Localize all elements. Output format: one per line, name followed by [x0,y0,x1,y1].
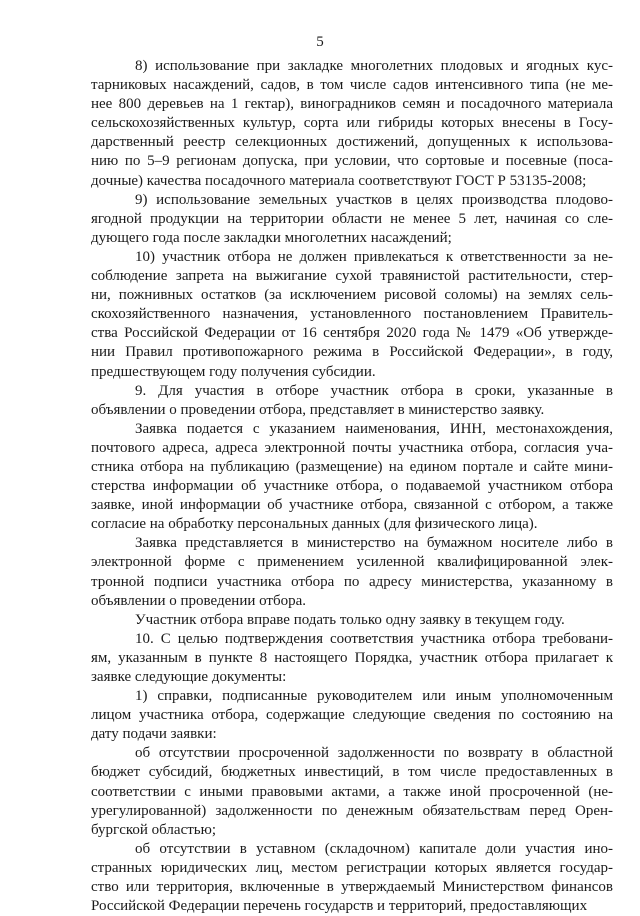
paragraph [91,382,613,420]
paragraph [91,420,613,535]
text-line: Участник отбора вправе подать только одну заявку в текущем году. [135,611,565,628]
text-line: дочные) качества посадочного материала соответствуют ГОСТ Р 53135-2008; [91,172,587,189]
text-line: ягодной продукции на территории области не менее 5 лет, начиная со сле- [91,210,613,227]
paragraph [91,191,613,248]
text-line: об отсутствии в уставном (складочном) капитале доли участия ино- [135,840,613,857]
text-line: согласие на обработку персональных данных (для физического лица). [91,516,538,533]
text-line: ство или территория, включенные в утверждаемый Министерством финансов [91,879,613,896]
paragraph [91,630,613,687]
text-line: соответствии с иными правовыми актами, а также иной просроченной (не- [91,783,613,800]
text-line: 10. С целью подтверждения соответствия участника отбора требовани- [135,630,613,647]
text-line: ства Российской Федерации от 16 сентября 2020 года № 1479 «Об утвержде- [91,325,613,342]
document-body [91,57,613,916]
paragraph [91,248,613,382]
text-line: нее 800 деревьев на 1 гектар), виноградников семян и посадочного материала [91,96,613,113]
paragraph [91,57,613,191]
text-line: заявке, иной информации об участнике отбора, связанной с отбором, а также [91,497,613,514]
text-line: Заявка представляется в министерство на бумажном носителе либо в [135,535,613,552]
text-line: сельскохозяйственных культур, сорта или гибриды которых внесены в Госу- [91,115,613,132]
text-line: 10) участник отбора не должен привлекаться к ответственности за не- [135,248,613,265]
text-line: соблюдение запрета на выжигание сухой травянистой растительности, стер- [91,268,613,285]
text-line: нию по 5–9 регионам допуска, при условии, что сортовые и посевные (поса- [91,153,613,170]
text-line: странных юридических лиц, местом регистрации которых является государ- [91,859,613,876]
text-line: об отсутствии просроченной задолженности по возврату в областной [135,745,613,762]
paragraph [91,611,613,630]
text-line: электронной форме с применением усиленной квалифицированной элек- [91,554,613,571]
text-line: предшествующем году получения субсидии. [91,363,376,380]
text-line: дату подачи заявки: [91,726,217,743]
paragraph [91,744,613,839]
text-line: 9. Для участия в отборе участник отбора в сроки, указанные в [135,382,613,399]
text-line: ни, пожнивных остатков (за исключением рисовой соломы) на землях сель- [91,287,613,304]
text-line: лицом участника отбора, содержащие следующие сведения по состоянию на [91,707,613,724]
text-line: урегулированной) задолженности по денежным обязательствам перед Орен- [91,802,613,819]
paragraph [91,534,613,610]
paragraph [91,687,613,744]
text-line: нии Правил противопожарного режима в Российской Федерации», в году, [91,344,613,361]
text-line: почтового адреса, адреса электронной почты участника отбора, согласия уча- [91,439,613,456]
text-line: объявлении о проведении отбора. [91,592,307,609]
text-line: 1) справки, подписанные руководителем или иным уполномоченным [135,688,613,705]
text-line: 9) использование земельных участков в целях производства плодово- [135,191,613,208]
text-line: Заявка подается с указанием наименования, ИНН, местонахождения, [135,420,613,437]
text-line: бюджет субсидий, бюджетных инвестиций, в том числе предоставленных в [91,764,613,781]
text-line: скохозяйственного назначения, установленного постановлением Правитель- [91,306,613,323]
text-line: стника отбора на публикацию (размещение) на едином портале и сайте мини- [91,458,613,475]
text-line: бургской областью; [91,821,217,838]
text-line: Российской Федерации перечень государств и территорий, предоставляющих [91,898,588,915]
text-line: 8) использование при закладке многолетних плодовых и ягодных кус- [135,58,613,74]
text-line: ям, указанным в пункте 8 настоящего Порядка, участник отбора прилагает к [91,649,613,666]
text-line: стерства информации об участнике отбора, о подаваемой участником отбора [91,478,613,495]
text-line: заявке следующие документы: [91,669,287,685]
text-line: объявлении о проведении отбора, представляет в министерство заявку. [91,401,545,418]
text-line: тронной подписи участника отбора по адресу министерства, указанному в [91,573,613,590]
text-line: дарственный реестр селекционных достижений, допущенных к использова- [91,134,613,151]
page-number: 5 [316,34,324,50]
text-line: тарниковых насаждений, садов, в том числе садов интенсивного типа (не ме- [91,77,613,94]
text-line: дующего года после закладки многолетних насаждений; [91,229,452,246]
